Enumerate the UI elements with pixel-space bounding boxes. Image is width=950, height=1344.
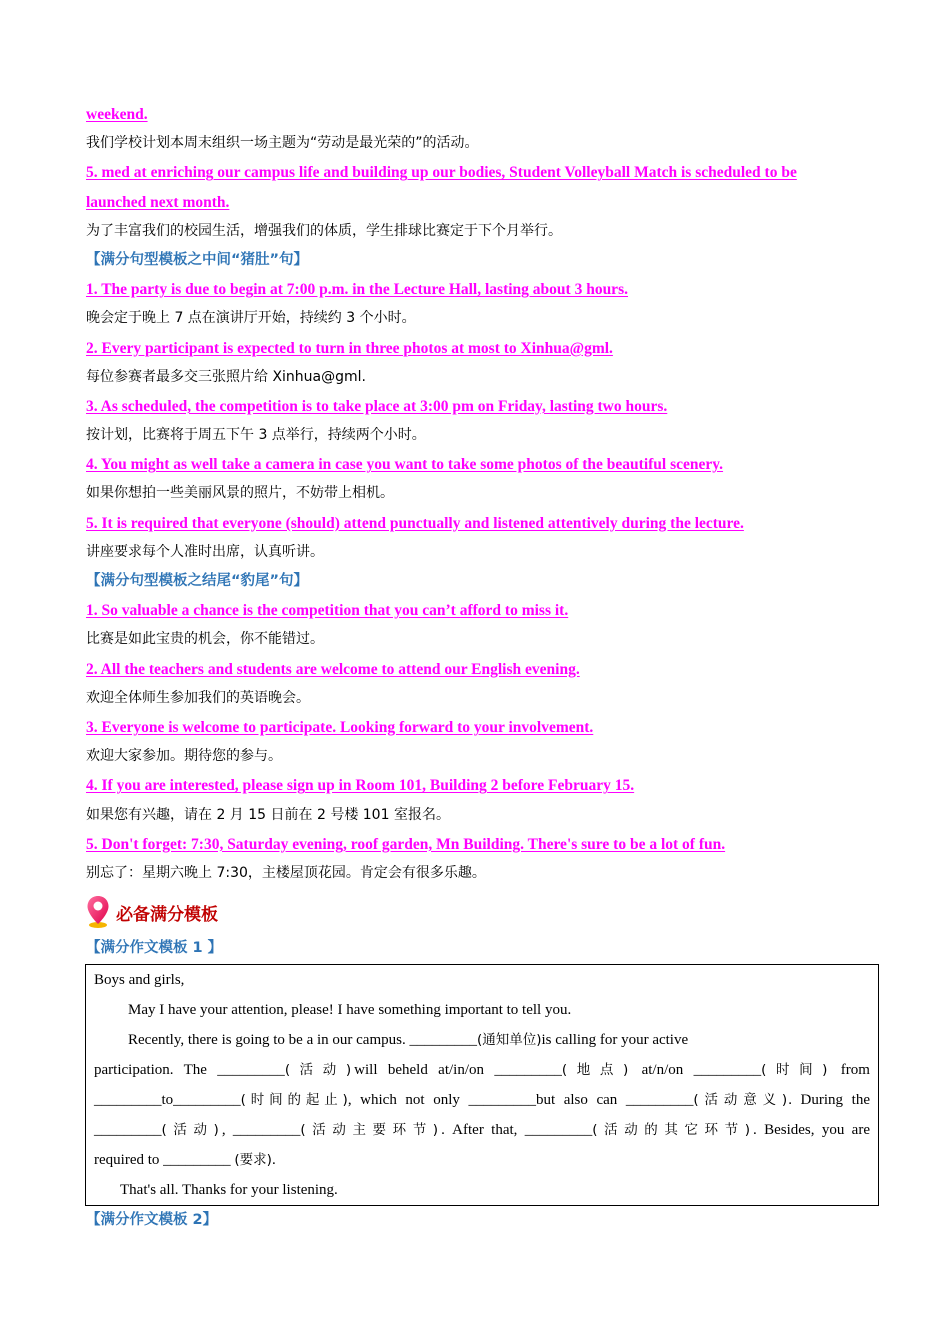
- template-text: . Besides, you are: [753, 1122, 870, 1139]
- english-sentence: [86, 713, 866, 742]
- english-sentence-text: 4. You might as well take a camera in case you want to take some photos of the beautiful scenery.: [86, 456, 724, 474]
- chinese-translation: [86, 479, 866, 508]
- chinese-translation-text: 讲座要求每个人准时出席，认真听讲。: [86, 543, 324, 560]
- english-sentence: [86, 655, 866, 684]
- chinese-translation-text: 晚会定于晚上 7 点在演讲厅开始，持续约 3 个小时。: [86, 310, 416, 327]
- template-placeholder: (活动的其它环节): [592, 1122, 753, 1139]
- english-sentence: [86, 596, 866, 625]
- template-paragraph-1: May I have your attention, please! I have something important to tell you.: [128, 1002, 572, 1019]
- english-sentence-text: 2. Every participant is expected to turn in three photos at most to Xinhua@gml.: [86, 339, 613, 357]
- template-text: .: [271, 1152, 276, 1169]
- english-sentence: [86, 188, 866, 217]
- subsection-heading-text: 【满分句型模板之结尾“豹尾”句】: [86, 573, 309, 589]
- chinese-translation-text: 按计划，比赛将于周五下午 3 点举行，持续两个小时。: [86, 427, 426, 444]
- chinese-translation: [86, 217, 866, 246]
- template-placeholder: (活动意义): [693, 1092, 789, 1109]
- english-sentence-text: 1. So valuable a chance is the competition that you can’t afford to miss it.: [86, 602, 569, 620]
- template-text: _________: [94, 1122, 162, 1139]
- subsection-heading-text: 【满分句型模板之中间“猪肚”句】: [86, 251, 309, 268]
- english-sentence: [86, 158, 866, 187]
- chinese-translation-text: 如果您有兴趣，请在 2 月 15 日前在 2 号楼 101 室报名。: [86, 806, 450, 823]
- chinese-translation-text: 为了丰富我们的校园生活，增强我们的体质，学生排球比赛定于下个月举行。: [86, 222, 562, 239]
- template-placeholder: (地点): [561, 1062, 632, 1079]
- template-text: required to _________: [94, 1152, 235, 1169]
- template-text: , which not only _________but also can _________: [347, 1092, 694, 1109]
- template-text: _________to_________: [94, 1092, 241, 1109]
- english-sentence-text: 5. Don't forget: 7:30, Saturday evening, roof garden, Mn Building. There's sure to be a lot of fun.: [86, 835, 726, 853]
- english-sentence-text: 3. As scheduled, the competition is to take place at 3:00 pm on Friday, lasting two hours.: [86, 397, 668, 415]
- location-pin-icon: [86, 895, 110, 929]
- english-sentence-text: 5. It is required that everyone (should) attend punctually and listened attentively during the lecture.: [86, 514, 744, 532]
- chinese-translation: [86, 859, 866, 888]
- chinese-translation: [86, 129, 866, 158]
- english-sentence: [86, 334, 866, 363]
- template-text: . During the: [788, 1092, 870, 1109]
- template-text: from: [830, 1062, 870, 1079]
- section-title: [86, 890, 866, 934]
- english-sentence-text: launched next month.: [86, 193, 230, 211]
- chinese-translation: [86, 625, 866, 654]
- template-text: participation. The _________: [94, 1062, 285, 1079]
- template2-heading: 【满分作文模板 2】: [86, 1212, 218, 1229]
- chinese-translation-text: 欢迎大家参加。期待您的参与。: [86, 748, 282, 765]
- template-text: at/n/on _________: [631, 1062, 762, 1079]
- template-placeholder: (活动): [161, 1122, 222, 1139]
- chinese-translation-text: 比赛是如此宝贵的机会，你不能错过。: [86, 631, 324, 648]
- english-sentence-text: weekend.: [86, 106, 148, 123]
- english-sentence-text: 4. If you are interested, please sign up in Room 101, Building 2 before February 15.: [86, 777, 635, 795]
- english-sentence: [86, 392, 866, 421]
- chinese-translation: [86, 421, 866, 450]
- english-sentence: [86, 771, 866, 800]
- section-title-text: 必备满分模板: [116, 904, 218, 925]
- template-placeholder: (时间的起止): [240, 1092, 348, 1109]
- chinese-translation: [86, 684, 866, 713]
- english-sentence-text: 2. All the teachers and students are welcome to attend our English evening.: [86, 660, 580, 678]
- english-sentence-text: 5. med at enriching our campus life and building up our bodies, Student Volleyball Match is scheduled to be: [86, 164, 797, 182]
- chinese-translation-text: 我们学校计划本周末组织一场主题为“劳动是最光荣的”的活动。: [86, 135, 479, 152]
- english-sentence: [86, 275, 866, 304]
- template-line-6: [94, 1145, 870, 1175]
- template-line-5: [94, 1115, 870, 1145]
- template-closing: That's all. Thanks for your listening.: [120, 1182, 338, 1199]
- chinese-translation: [86, 742, 866, 771]
- english-sentence: [86, 509, 866, 538]
- chinese-translation: [86, 801, 866, 830]
- english-sentence: [86, 100, 866, 129]
- chinese-translation: [86, 538, 866, 567]
- chinese-translation-text: 每位参赛者最多交三张照片给 Xinhua@gml.: [86, 368, 366, 385]
- sentence-list: [86, 100, 866, 888]
- english-sentence-text: 3. Everyone is welcome to participate. Looking forward to your involvement.: [86, 718, 594, 736]
- chinese-translation: [86, 363, 866, 392]
- template-placeholder: (活动): [284, 1062, 355, 1079]
- chinese-translation-text: 别忘了：星期六晚上 7:30，主楼屋顶花园。肯定会有很多乐趣。: [86, 864, 486, 881]
- template-text: . After that, _________: [441, 1122, 593, 1139]
- template1-heading: 【满分作文模板 1 】: [86, 940, 223, 957]
- template-line-3: [94, 1055, 870, 1085]
- template-paragraph-2: [94, 1025, 870, 1055]
- subsection-heading: [86, 246, 866, 275]
- template1-box: [85, 964, 879, 1206]
- chinese-translation-text: 欢迎全体师生参加我们的英语晚会。: [86, 689, 310, 706]
- template-placeholder: (要求): [234, 1152, 272, 1169]
- template-placeholder: (活动主要环节): [300, 1122, 442, 1139]
- document-page: [86, 100, 870, 1235]
- template-placeholder: (时间): [761, 1062, 831, 1079]
- template-greeting: Boys and girls,: [94, 972, 185, 989]
- template-text: Recently, there is going to be a in our campus. _________: [128, 1032, 477, 1049]
- template-text: will beheld at/in/on _________: [354, 1062, 562, 1079]
- chinese-translation: [86, 304, 866, 333]
- english-sentence-text: 1. The party is due to begin at 7:00 p.m. in the Lecture Hall, lasting about 3 hours.: [86, 281, 628, 299]
- chinese-translation-text: 如果你想拍一些美丽风景的照片，不妨带上相机。: [86, 485, 394, 502]
- template-placeholder: (通知单位): [476, 1032, 542, 1049]
- template-text: is calling for your active: [541, 1032, 689, 1049]
- english-sentence: [86, 830, 866, 859]
- subsection-heading: [86, 567, 866, 596]
- template-line-4: [94, 1085, 870, 1115]
- template-text: , _________: [221, 1122, 301, 1139]
- english-sentence: [86, 450, 866, 479]
